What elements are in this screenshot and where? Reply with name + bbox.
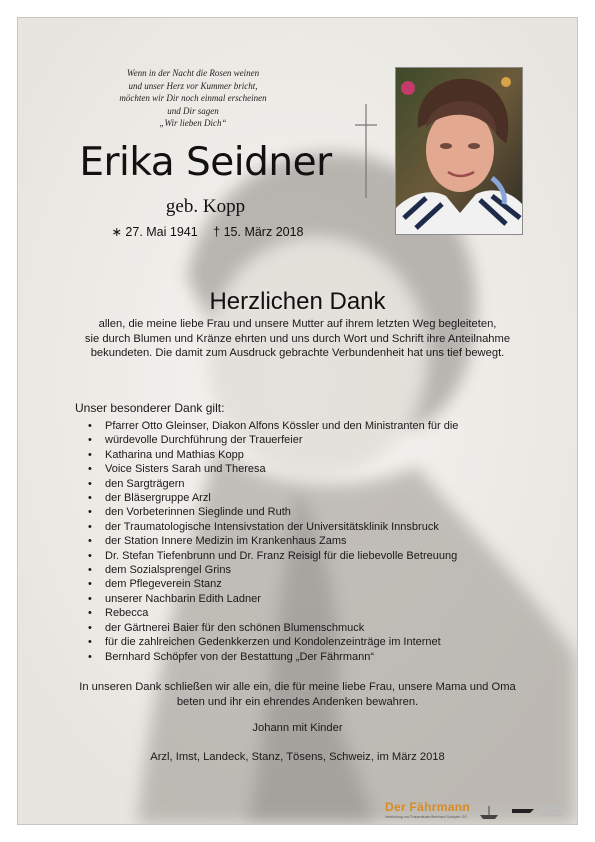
poem-line: und Dir sagen [167,105,219,116]
list-item: • den Sargträgern [88,477,458,491]
list-item: • der Gärtnerei Baier für den schönen Blumenschmuck [88,621,458,635]
thanks-heading: Herzlichen Dank [209,288,386,315]
poem-line: und unser Herz vor Kummer bricht, [128,80,258,91]
list-item: • Dr. Stefan Tiefenbrunn und Dr. Franz Reisigl für die liebevolle Betreuung [88,549,458,563]
poem-line: möchten wir Dir noch einmal erscheinen [119,93,267,104]
list-item: • dem Pflegeverein Stanz [88,577,458,591]
life-dates [70,224,345,239]
list-item: • der Bläsergruppe Arzl [88,491,458,505]
list-item: • Bernhard Schöpfer von der Bestattung „Der Fährmann“ [88,650,458,664]
list-item: • Voice Sisters Sarah und Theresa [88,462,458,476]
boat-icon [478,803,568,821]
intro-line: sie durch Blumen und Kränze ehrten und uns durch Wort und Schrift ihre Anteilnahme [84,332,511,345]
list-item: • der Station Innere Medizin im Krankenhaus Zams [88,534,458,548]
poem-line: Wenn in der Nacht die Rosen weinen [126,68,260,78]
birth-date: ∗ 27. Mai 1941 [111,225,198,239]
places-and-date: Arzl, Imst, Landeck, Stanz, Tösens, Schweiz, im März 2018 [150,751,445,763]
list-item: • den Vorbeterinnen Sieglinde und Ruth [88,505,458,519]
deceased-name: Erika Seidner [79,140,332,185]
funeral-home-logo [385,800,470,819]
cross-icon [355,104,377,198]
list-item: • Pfarrer Otto Gleinser, Diakon Alfons Kössler und den Ministranten für die [88,419,458,433]
list-item: • Katharina und Mathias Kopp [88,448,458,462]
brand-name: Der Fährmann [385,800,470,814]
poem-verse [98,67,288,130]
list-item: • für die zahlreichen Gedenkkerzen und Kondolenzeinträge im Internet [88,635,458,649]
list-item: • unserer Nachbarin Edith Ladner [88,592,458,606]
list-item: • der Traumatologische Intensivstation der Universitätsklinik Innsbruck [88,520,458,534]
list-item: • dem Sozialsprengel Grins [88,563,458,577]
closing-line: beten und ihr ein ehrendes Andenken bewahren. [176,695,419,708]
signer: Johann mit Kinder [252,722,343,734]
brand-subtitle: Verbindung und Trauerrituale Bernhard Schöpfer OG [385,815,467,819]
portrait-photo [395,67,523,235]
thanks-intro [55,317,540,361]
list-item: • Rebecca [88,606,458,620]
intro-line: bekundeten. Die damit zum Ausdruck gebrachte Verbundenheit hat uns tief bewegt. [90,347,505,359]
birth-name: geb. Kopp [165,196,246,217]
death-date: † 15. März 2018 [213,225,304,239]
closing-line: In unseren Dank schließen wir alle ein, die für meine liebe Frau, unsere Mama und Oma [79,681,516,693]
closing-text [40,680,555,709]
special-thanks-heading: Unser besonderer Dank gilt: [75,401,225,415]
intro-line: allen, die meine liebe Frau und unsere Mutter auf ihrem letzten Weg begleiteten, [98,318,497,330]
special-thanks-list [88,419,458,664]
list-item: • würdevolle Durchführung der Trauerfeier [88,433,458,447]
poem-line: „Wir lieben Dich“ [159,118,227,129]
